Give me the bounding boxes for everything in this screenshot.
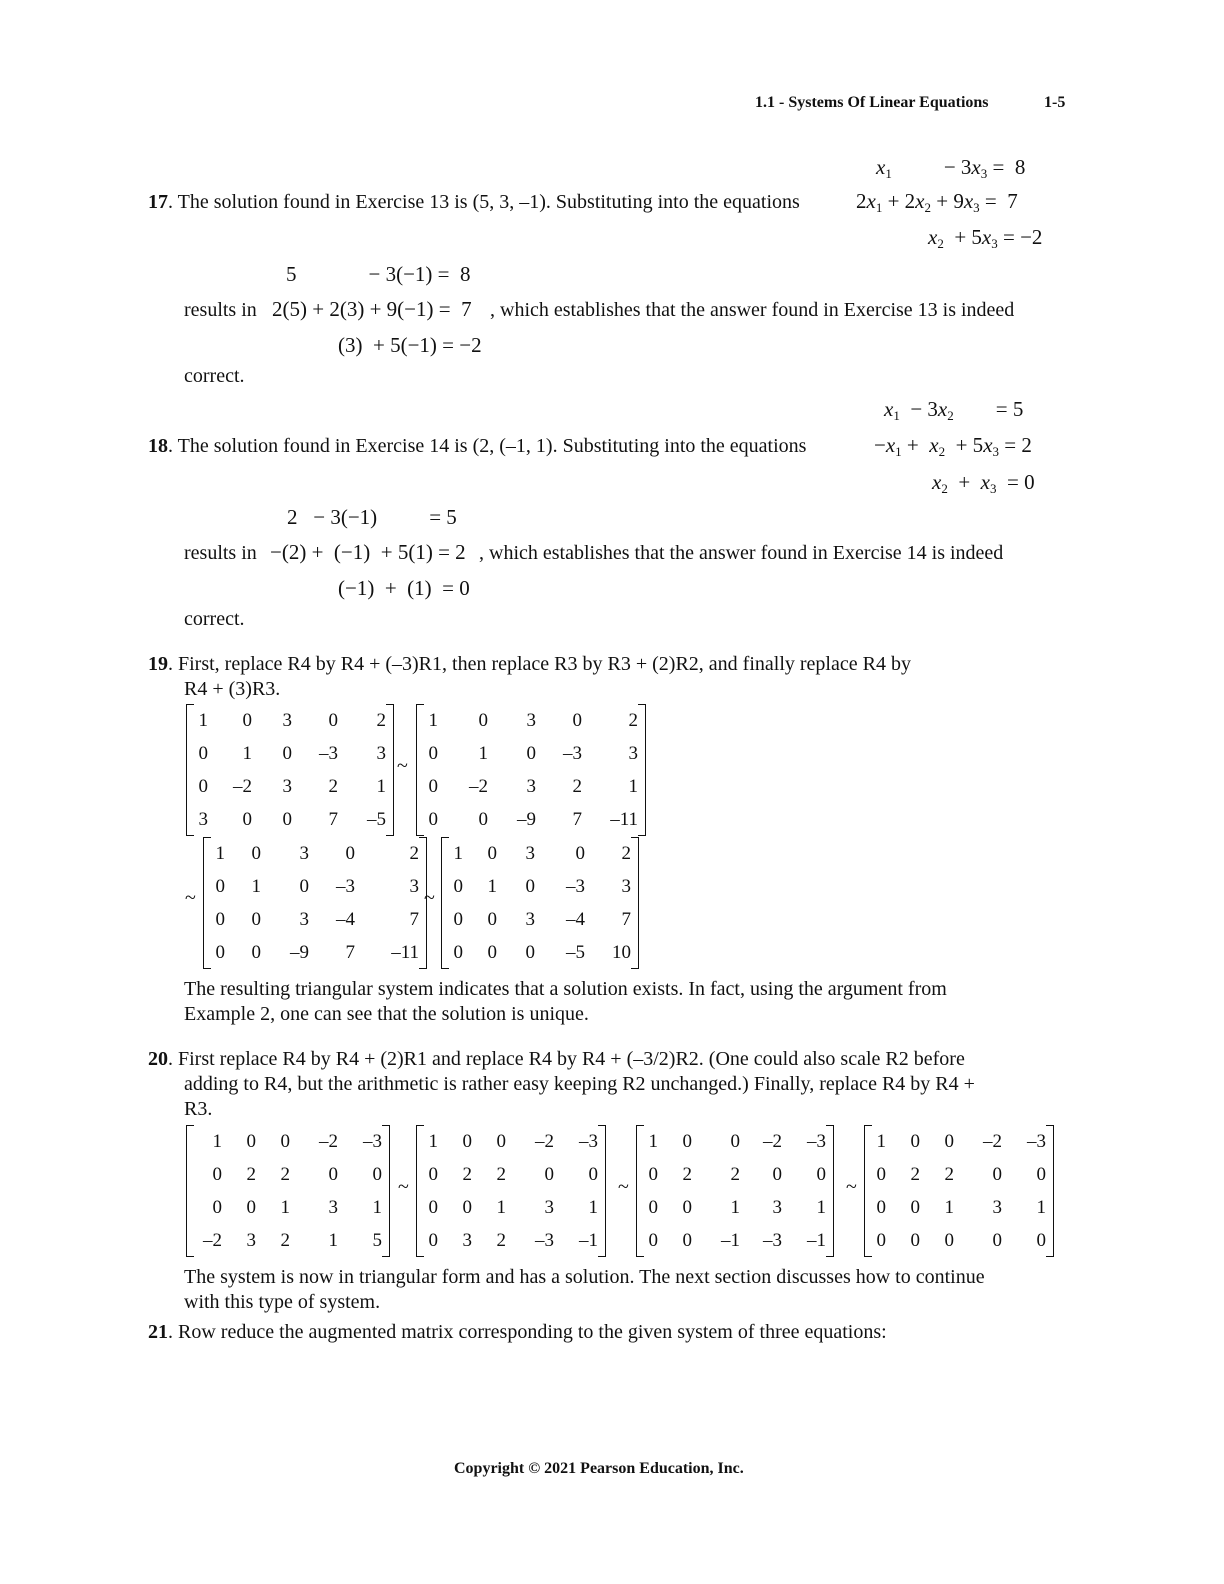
ex20-matrix-1 (186, 1125, 390, 1257)
matrix-row (424, 1125, 598, 1158)
matrix-row (424, 770, 638, 803)
ex18-conclusion: , which establishes that the answer found in Exercise 14 is indeed (479, 542, 1004, 564)
ex19-statement-line1 (148, 652, 911, 677)
matrix-entry: 0 (198, 742, 208, 764)
ex20-conclusion-line1: The system is now in triangular form and has a solution. The next section discusses how to continue (184, 1266, 985, 1288)
matrix-entry: 0 (944, 1130, 954, 1152)
ex20-statement-line3: R3. (184, 1098, 213, 1120)
ex19-number: 19 (148, 653, 168, 675)
matrix-entry: 3 (525, 908, 535, 930)
matrix-entry: –2 (763, 1130, 782, 1152)
row-equivalence-symbol: ~ (185, 887, 196, 909)
ex18-statement (148, 434, 806, 459)
matrix-entry: 0 (242, 808, 252, 830)
ex17-text: . The solution found in Exercise 13 is (5, 3, –1). Substituting into the equations (168, 191, 800, 213)
ex17-system-eq3: $x_2 + 5x_3 = -2$ (928, 225, 1043, 251)
right-bracket (386, 704, 394, 836)
matrix-entry: 2 (628, 709, 638, 731)
ex19-statement-line2: R4 + (3)R3. (184, 678, 281, 700)
ex21-statement (148, 1320, 887, 1345)
matrix-entry: 3 (526, 709, 536, 731)
copyright-footer: Copyright © 2021 Pearson Education, Inc. (454, 1460, 744, 1477)
matrix-row (211, 870, 419, 903)
left-bracket (416, 1125, 424, 1257)
matrix-entry: 2 (572, 775, 582, 797)
row-equivalence-symbol: ~ (397, 755, 408, 777)
left-bracket (186, 1125, 194, 1257)
matrix-entry: –5 (566, 941, 585, 963)
matrix-row (644, 1125, 826, 1158)
matrix-row (211, 936, 419, 969)
ex17-results-in: results in (184, 299, 257, 321)
matrix-entry: 3 (525, 842, 535, 864)
matrix-entry: 0 (428, 808, 438, 830)
running-header-section: 1.1 - Systems Of Linear Equations (755, 94, 989, 111)
matrix-entry: 3 (409, 875, 419, 897)
matrix-entry: 2 (246, 1163, 256, 1185)
matrix-entry: –3 (319, 742, 338, 764)
matrix-entry: –1 (579, 1229, 598, 1251)
matrix-entry: 0 (428, 1163, 438, 1185)
matrix-entry: 0 (328, 1163, 338, 1185)
matrix-entry: 3 (282, 709, 292, 731)
matrix-entry: 0 (992, 1163, 1002, 1185)
matrix-row (449, 903, 631, 936)
matrix-entry: 2 (462, 1163, 472, 1185)
matrix-entry: 0 (428, 1196, 438, 1218)
matrix-entry: 0 (876, 1229, 886, 1251)
ex19-matrix-1 (186, 704, 394, 836)
ex19-conclusion-line1: The resulting triangular system indicates that a solution exists. In fact, using the argument from (184, 978, 947, 1000)
matrix-entry: 2 (944, 1163, 954, 1185)
ex20-text: . First replace R4 by R4 + (2)R1 and replace R4 by R4 + (–3/2)R2. (One could also scale R2 before (168, 1048, 965, 1070)
matrix-entry: –1 (807, 1229, 826, 1251)
matrix-entry: 0 (496, 1130, 506, 1152)
matrix-entry: 0 (772, 1163, 782, 1185)
ex20-number: 20 (148, 1048, 168, 1070)
matrix-entry: 3 (992, 1196, 1002, 1218)
page-number: 1-5 (1044, 94, 1066, 111)
matrix-entry: –3 (563, 742, 582, 764)
matrix-entry: 0 (487, 941, 497, 963)
matrix-row (424, 1191, 598, 1224)
right-bracket (598, 1125, 606, 1257)
matrix-entry: 3 (544, 1196, 554, 1218)
matrix-entry: 0 (648, 1196, 658, 1218)
matrix-entry: 0 (648, 1163, 658, 1185)
matrix-entry: 1 (198, 709, 208, 731)
ex17-correct: correct. (184, 365, 245, 387)
matrix-entry: 0 (212, 1196, 222, 1218)
row-equivalence-symbol: ~ (398, 1176, 409, 1198)
matrix-entry: 0 (198, 775, 208, 797)
matrix-entry: 0 (328, 709, 338, 731)
matrix-row (449, 870, 631, 903)
matrix-entry: 0 (428, 742, 438, 764)
matrix-entry: 0 (242, 709, 252, 731)
matrix-entry: 0 (910, 1196, 920, 1218)
matrix-row (424, 737, 638, 770)
matrix-entry: 0 (215, 908, 225, 930)
left-bracket (416, 704, 424, 836)
ex18-check-eq2: −(2) + (−1) + 5(1) = 2 (270, 540, 466, 564)
matrix-entry: 1 (251, 875, 261, 897)
matrix-row (194, 803, 386, 836)
matrix-entry: 0 (682, 1196, 692, 1218)
matrix-entry: 1 (372, 1196, 382, 1218)
ex18-number: 18 (148, 435, 168, 457)
matrix-entry: 3 (246, 1229, 256, 1251)
matrix-entry: 0 (525, 875, 535, 897)
matrix-entry: 2 (496, 1163, 506, 1185)
matrix-entry: 0 (525, 941, 535, 963)
ex18-results-in: results in (184, 542, 257, 564)
matrix-entry: 0 (588, 1163, 598, 1185)
matrix-entry: 3 (328, 1196, 338, 1218)
matrix-entry: 0 (428, 775, 438, 797)
matrix-entry: –3 (763, 1229, 782, 1251)
matrix-entry: 0 (462, 1196, 472, 1218)
matrix-entry: –3 (363, 1130, 382, 1152)
matrix-row (211, 903, 419, 936)
matrix-entry: 2 (409, 842, 419, 864)
matrix-row (872, 1125, 1046, 1158)
matrix-row (194, 770, 386, 803)
matrix-entry: 0 (478, 709, 488, 731)
row-equivalence-symbol: ~ (846, 1176, 857, 1198)
ex18-text: . The solution found in Exercise 14 is (2, (–1, 1). Substituting into the equations (168, 435, 807, 457)
matrix-entry: 3 (376, 742, 386, 764)
row-equivalence-symbol: ~ (618, 1176, 629, 1198)
matrix-entry: 3 (198, 808, 208, 830)
matrix-entry: 0 (575, 842, 585, 864)
ex20-conclusion-line2: with this type of system. (184, 1291, 381, 1313)
matrix-entry: 1 (588, 1196, 598, 1218)
matrix-entry: 0 (215, 941, 225, 963)
matrix-entry: 1 (212, 1130, 222, 1152)
matrix-entry: 2 (280, 1229, 290, 1251)
matrix-entry: 7 (409, 908, 419, 930)
matrix-entry: 0 (876, 1196, 886, 1218)
matrix-entry: –3 (566, 875, 585, 897)
matrix-entry: 2 (730, 1163, 740, 1185)
right-bracket (631, 837, 639, 969)
matrix-entry: 0 (910, 1229, 920, 1251)
ex19-text: . First, replace R4 by R4 + (–3)R1, then replace R3 by R3 + (2)R2, and finally replace R4 by (168, 653, 911, 675)
matrix-entry: 0 (453, 908, 463, 930)
matrix-entry: 0 (251, 941, 261, 963)
matrix-entry: 0 (280, 1130, 290, 1152)
matrix-row (194, 1158, 382, 1191)
matrix-entry: –1 (721, 1229, 740, 1251)
matrix-entry: 1 (648, 1130, 658, 1152)
ex17-conclusion: , which establishes that the answer found in Exercise 13 is indeed (490, 299, 1015, 321)
matrix-row (872, 1158, 1046, 1191)
ex20-statement-line2: adding to R4, but the arithmetic is rather easy keeping R2 unchanged.) Finally, replace R4 by R4 + (184, 1073, 975, 1095)
matrix-entry: –4 (336, 908, 355, 930)
matrix-entry: 3 (299, 842, 309, 864)
matrix-entry: 3 (621, 875, 631, 897)
matrix-entry: 2 (496, 1229, 506, 1251)
matrix-entry: 2 (682, 1163, 692, 1185)
matrix-entry: 1 (487, 875, 497, 897)
matrix-entry: –11 (391, 941, 419, 963)
left-bracket (864, 1125, 872, 1257)
right-bracket (1046, 1125, 1054, 1257)
ex18-system-eq3: $x_2 + x_3 = 0$ (932, 470, 1035, 496)
matrix-entry: 7 (328, 808, 338, 830)
matrix-entry: –5 (367, 808, 386, 830)
matrix-entry: 1 (730, 1196, 740, 1218)
matrix-row (194, 1224, 382, 1257)
matrix-entry: 1 (876, 1130, 886, 1152)
ex19-matrix-2 (416, 704, 646, 836)
matrix-row (449, 936, 631, 969)
matrix-row (194, 737, 386, 770)
matrix-entry: 1 (215, 842, 225, 864)
ex17-check-eq1: 5 − 3(−1) = 8 (286, 262, 471, 286)
matrix-row (449, 837, 631, 870)
matrix-entry: 0 (682, 1130, 692, 1152)
matrix-row (194, 1125, 382, 1158)
matrix-entry: 0 (944, 1229, 954, 1251)
matrix-row (424, 1158, 598, 1191)
matrix-entry: 0 (299, 875, 309, 897)
right-bracket (826, 1125, 834, 1257)
ex17-statement (148, 190, 800, 215)
ex18-check-eq3: (−1) + (1) = 0 (338, 576, 470, 600)
matrix-entry: 3 (772, 1196, 782, 1218)
matrix-entry: 7 (572, 808, 582, 830)
matrix-entry: 0 (992, 1229, 1002, 1251)
matrix-entry: –3 (336, 875, 355, 897)
matrix-entry: 0 (572, 709, 582, 731)
matrix-entry: 5 (372, 1229, 382, 1251)
matrix-entry: 2 (910, 1163, 920, 1185)
matrix-entry: 0 (462, 1130, 472, 1152)
matrix-entry: –2 (983, 1130, 1002, 1152)
matrix-entry: –9 (290, 941, 309, 963)
ex17-number: 17 (148, 191, 168, 213)
matrix-row (872, 1191, 1046, 1224)
matrix-entry: 1 (496, 1196, 506, 1218)
matrix-entry: –3 (807, 1130, 826, 1152)
right-bracket (382, 1125, 390, 1257)
matrix-entry: 0 (478, 808, 488, 830)
matrix-entry: –2 (469, 775, 488, 797)
matrix-entry: 3 (628, 742, 638, 764)
matrix-entry: 1 (376, 775, 386, 797)
matrix-entry: 3 (282, 775, 292, 797)
matrix-entry: 7 (621, 908, 631, 930)
matrix-entry: 10 (612, 941, 631, 963)
matrix-entry: 1 (628, 775, 638, 797)
matrix-entry: 0 (1036, 1163, 1046, 1185)
matrix-entry: 0 (428, 1229, 438, 1251)
matrix-entry: 3 (526, 775, 536, 797)
matrix-entry: 0 (876, 1163, 886, 1185)
matrix-entry: 1 (242, 742, 252, 764)
matrix-row (644, 1158, 826, 1191)
matrix-entry: 0 (487, 908, 497, 930)
ex19-conclusion-line2: Example 2, one can see that the solution is unique. (184, 1003, 589, 1025)
matrix-entry: 2 (280, 1163, 290, 1185)
ex17-system-eq1: $x_1 - 3x_3 = 8$ (876, 155, 1026, 181)
matrix-row (644, 1191, 826, 1224)
matrix-entry: 0 (453, 875, 463, 897)
matrix-entry: 1 (428, 1130, 438, 1152)
matrix-entry: 0 (544, 1163, 554, 1185)
ex20-matrix-2 (416, 1125, 606, 1257)
left-bracket (203, 837, 211, 969)
matrix-entry: –4 (566, 908, 585, 930)
matrix-entry: 2 (621, 842, 631, 864)
matrix-entry: 0 (910, 1130, 920, 1152)
matrix-row (194, 704, 386, 737)
matrix-entry: 1 (1036, 1196, 1046, 1218)
matrix-entry: 3 (462, 1229, 472, 1251)
left-bracket (636, 1125, 644, 1257)
matrix-entry: 0 (1036, 1229, 1046, 1251)
row-equivalence-symbol: ~ (424, 887, 435, 909)
matrix-entry: 0 (345, 842, 355, 864)
ex19-matrix-4 (441, 837, 639, 969)
matrix-entry: 1 (478, 742, 488, 764)
matrix-row (424, 1224, 598, 1257)
matrix-entry: 1 (453, 842, 463, 864)
matrix-entry: 1 (944, 1196, 954, 1218)
matrix-entry: 0 (453, 941, 463, 963)
ex20-statement-line1 (148, 1047, 965, 1072)
matrix-row (644, 1224, 826, 1257)
left-bracket (441, 837, 449, 969)
matrix-entry: 0 (816, 1163, 826, 1185)
matrix-entry: 0 (212, 1163, 222, 1185)
matrix-entry: 0 (246, 1130, 256, 1152)
matrix-row (194, 1191, 382, 1224)
matrix-entry: 0 (487, 842, 497, 864)
ex17-check-eq2: 2(5) + 2(3) + 9(−1) = 7 (272, 297, 472, 321)
matrix-row (872, 1224, 1046, 1257)
matrix-entry: 0 (282, 808, 292, 830)
matrix-entry: –2 (233, 775, 252, 797)
matrix-entry: 0 (251, 842, 261, 864)
ex18-system-eq1: $x_1 - 3x_2 = 5$ (884, 397, 1024, 423)
matrix-row (424, 803, 638, 836)
matrix-entry: –2 (319, 1130, 338, 1152)
ex18-correct: correct. (184, 608, 245, 630)
matrix-entry: 2 (376, 709, 386, 731)
matrix-entry: 2 (328, 775, 338, 797)
ex19-matrix-3 (203, 837, 427, 969)
matrix-entry: 0 (215, 875, 225, 897)
ex17-system-eq2: $2x_1 + 2x_2 + 9x_3 = 7$ (856, 189, 1018, 215)
matrix-entry: 0 (526, 742, 536, 764)
matrix-entry: –9 (517, 808, 536, 830)
matrix-entry: 0 (246, 1196, 256, 1218)
matrix-entry: –3 (579, 1130, 598, 1152)
matrix-entry: –3 (1027, 1130, 1046, 1152)
matrix-entry: 1 (280, 1196, 290, 1218)
matrix-entry: –11 (610, 808, 638, 830)
matrix-entry: 0 (282, 742, 292, 764)
right-bracket (638, 704, 646, 836)
matrix-row (424, 704, 638, 737)
matrix-entry: 0 (682, 1229, 692, 1251)
ex21-number: 21 (148, 1321, 168, 1343)
ex20-matrix-3 (636, 1125, 834, 1257)
matrix-entry: 0 (372, 1163, 382, 1185)
matrix-entry: –3 (535, 1229, 554, 1251)
matrix-entry: –2 (203, 1229, 222, 1251)
matrix-entry: 1 (816, 1196, 826, 1218)
matrix-entry: 0 (648, 1229, 658, 1251)
matrix-entry: 1 (428, 709, 438, 731)
matrix-entry: 7 (345, 941, 355, 963)
matrix-entry: 0 (251, 908, 261, 930)
matrix-entry: 1 (328, 1229, 338, 1251)
ex20-matrix-4 (864, 1125, 1054, 1257)
ex18-system-eq2: $-x_1 + x_2 + 5x_3 = 2$ (874, 433, 1032, 459)
left-bracket (186, 704, 194, 836)
matrix-entry: –2 (535, 1130, 554, 1152)
matrix-row (211, 837, 419, 870)
matrix-entry: 0 (730, 1130, 740, 1152)
ex17-check-eq3: (3) + 5(−1) = −2 (338, 333, 482, 357)
ex21-text: . Row reduce the augmented matrix corresponding to the given system of three equations: (168, 1321, 887, 1343)
ex18-check-eq1: 2 − 3(−1) = 5 (287, 505, 457, 529)
matrix-entry: 3 (299, 908, 309, 930)
